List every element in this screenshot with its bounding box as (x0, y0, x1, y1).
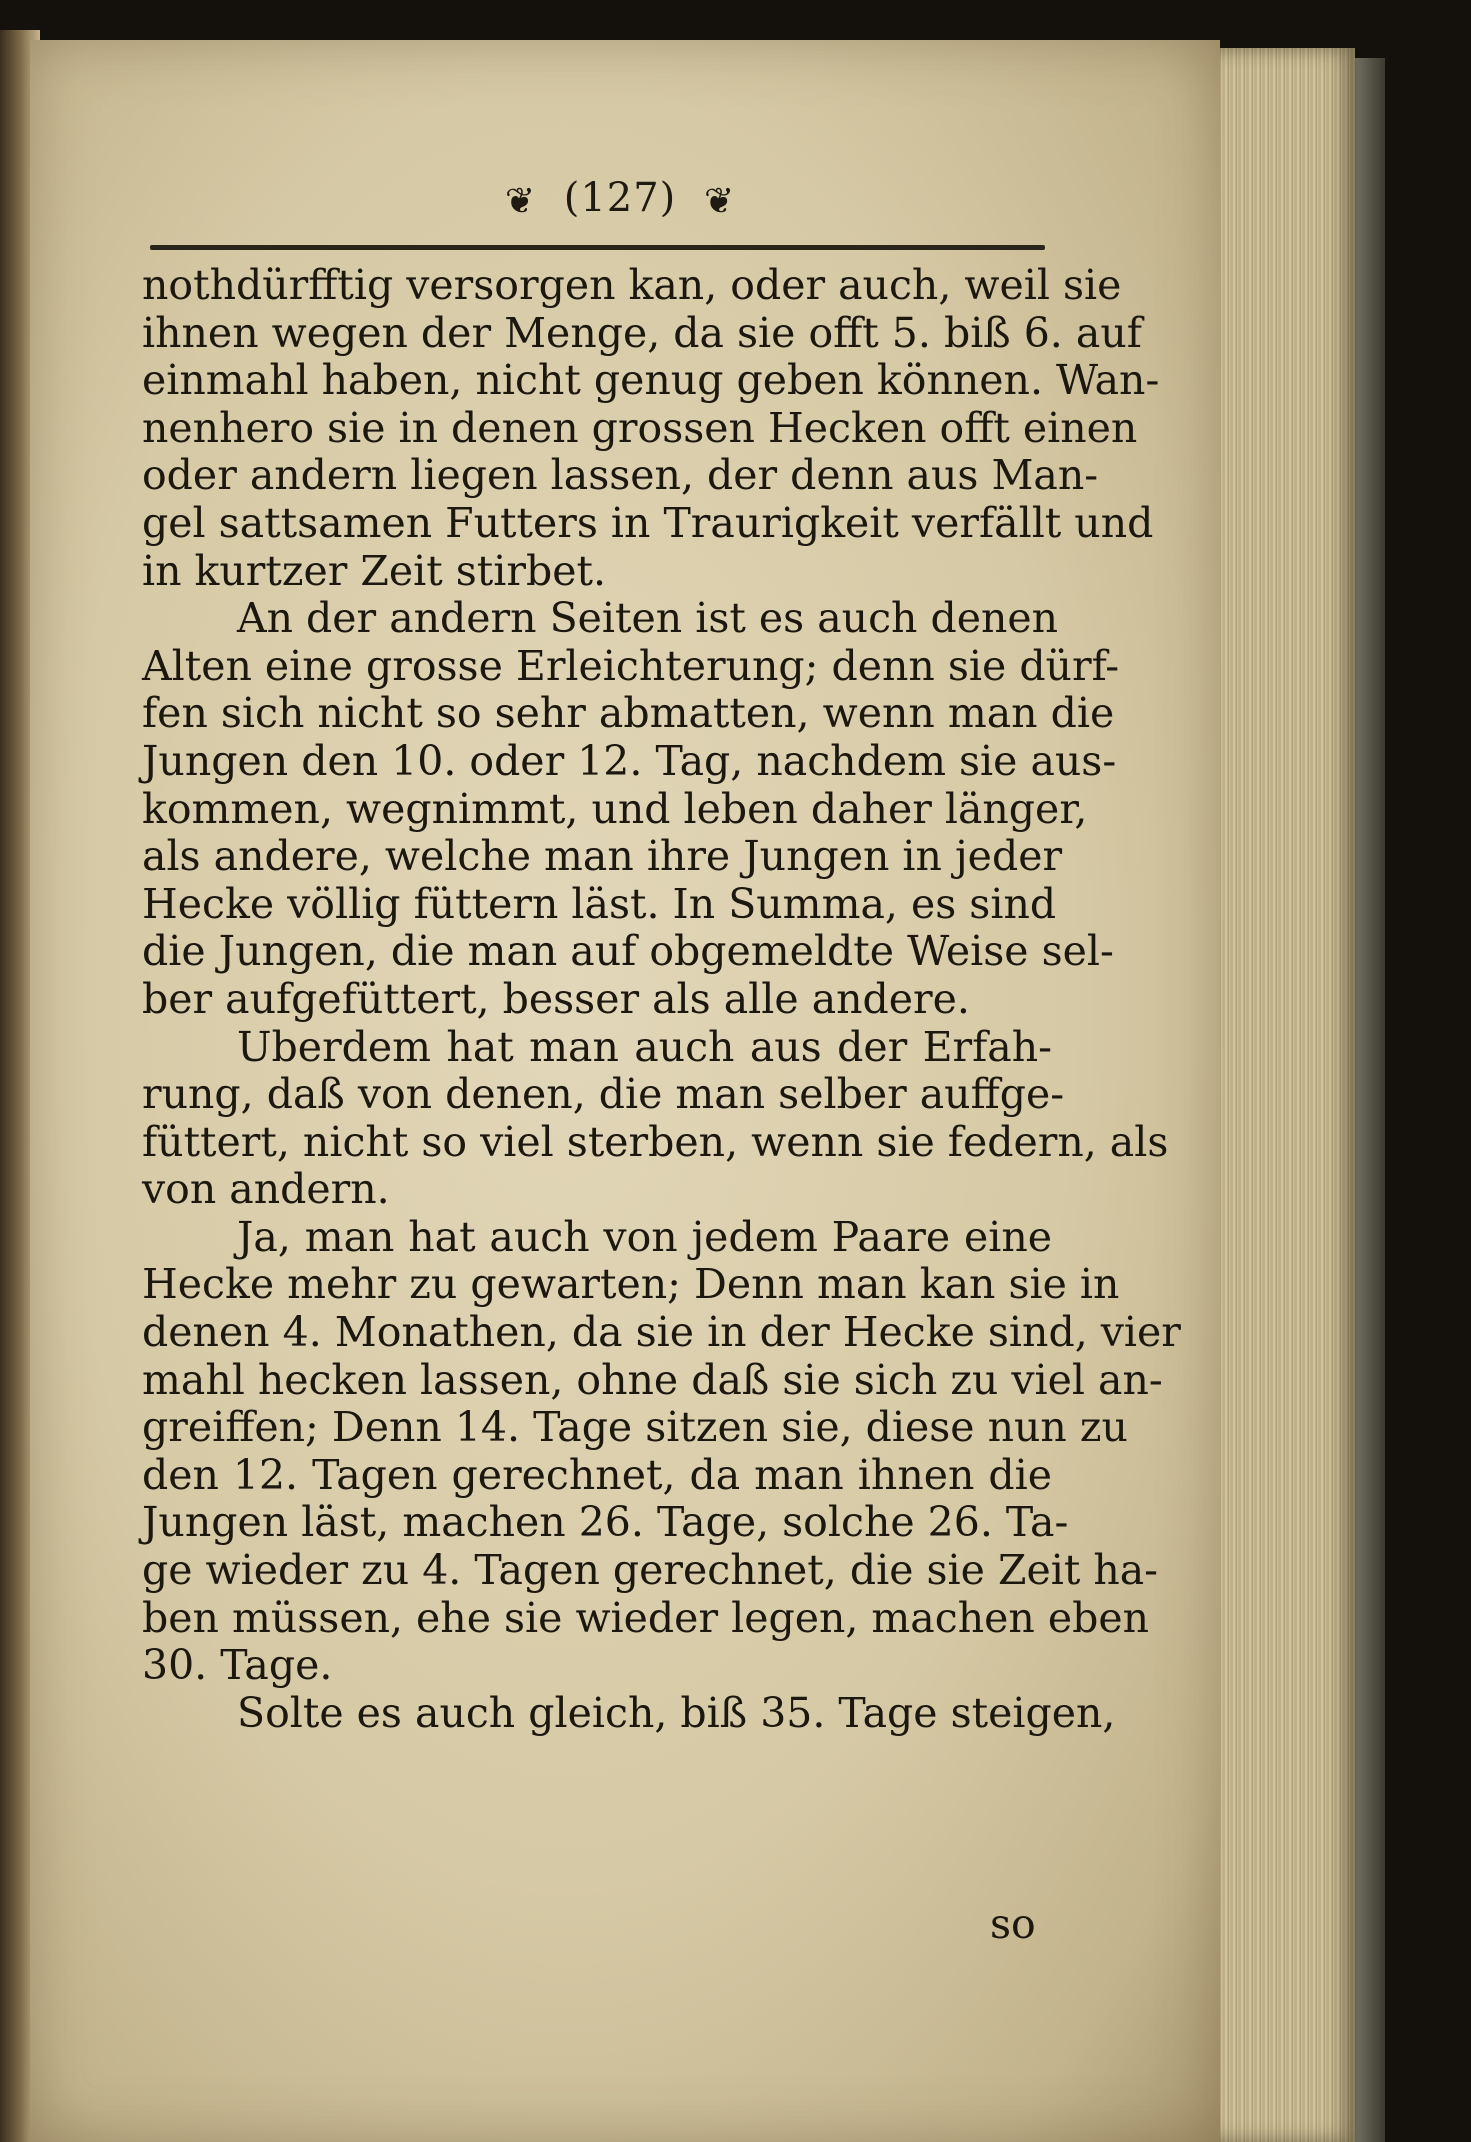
text-line: Uberdem hat man auch aus der Erfah- (237, 1022, 1052, 1071)
header-rule (150, 245, 1045, 250)
text-line: An der andern Seiten ist es auch denen (237, 594, 1059, 643)
text-line: oder andern liegen lassen, der denn aus Man- (142, 451, 1099, 500)
text-line: mahl hecken lassen, ohne daß sie sich zu viel an- (142, 1355, 1163, 1404)
ornament-left-icon: ❦ (504, 180, 536, 222)
text-line: von andern. (142, 1165, 390, 1214)
text-line: greiffen; Denn 14. Tage sitzen sie, diese nun zu (142, 1403, 1128, 1452)
body-text (142, 261, 1181, 1737)
ornament-right-icon: ❦ (704, 180, 736, 222)
text-line: 30. Tage. (142, 1641, 333, 1690)
text-line: Alten eine grosse Erleichterung; denn sie dürf- (142, 641, 1120, 690)
text-line: fen sich nicht so sehr abmatten, wenn man die (142, 689, 1115, 738)
text-line: Solte es auch gleich, biß 35. Tage steigen, (237, 1688, 1116, 1737)
text-line: nenhero sie in denen grossen Hecken offt einen (142, 403, 1138, 452)
text-line: rung, daß von denen, die man selber auffge- (142, 1070, 1065, 1119)
text-line: Hecke völlig füttern läst. In Summa, es sind (142, 879, 1057, 928)
text-line: in kurtzer Zeit stirbet. (142, 546, 606, 595)
text-line: die Jungen, die man auf obgemeldte Weise sel- (142, 927, 1114, 976)
text-line: den 12. Tagen gerechnet, da man ihnen die (142, 1450, 1052, 1499)
text-line: ihnen wegen der Menge, da sie offt 5. biß 6. auf (142, 308, 1142, 357)
text-line: Ja, man hat auch von jedem Paare eine (237, 1212, 1052, 1261)
text-line: als andere, welche man ihre Jungen in jeder (142, 832, 1063, 881)
text-line: Hecke mehr zu gewarten; Denn man kan sie in (142, 1260, 1120, 1309)
text-line: ge wieder zu 4. Tagen gerechnet, die sie Zeit ha- (142, 1546, 1159, 1595)
text-line: kommen, wegnimmt, und leben daher länger, (142, 784, 1088, 833)
page-stack-edge (1205, 48, 1355, 2142)
text-line: denen 4. Monathen, da sie in der Hecke sind, vier (142, 1308, 1181, 1357)
catchword: so (990, 1900, 1036, 1948)
page-number: (127) (563, 175, 677, 221)
text-line: füttert, nicht so viel sterben, wenn sie federn, als (142, 1117, 1169, 1166)
book-page (30, 40, 1220, 2142)
text-line: nothdürfftig versorgen kan, oder auch, weil sie (142, 261, 1122, 309)
text-line: gel sattsamen Futters in Traurigkeit verfällt und (142, 498, 1154, 547)
text-line: einmahl haben, nicht genug geben können. Wan- (142, 356, 1160, 405)
text-line: ben müssen, ehe sie wieder legen, machen eben (142, 1593, 1150, 1642)
text-line: ber aufgefüttert, besser als alle andere. (142, 974, 970, 1023)
text-line: Jungen den 10. oder 12. Tag, nachdem sie aus- (142, 736, 1117, 785)
text-line: Jungen läst, machen 26. Tage, solche 26. Ta- (142, 1498, 1069, 1547)
page-header (30, 175, 1210, 222)
